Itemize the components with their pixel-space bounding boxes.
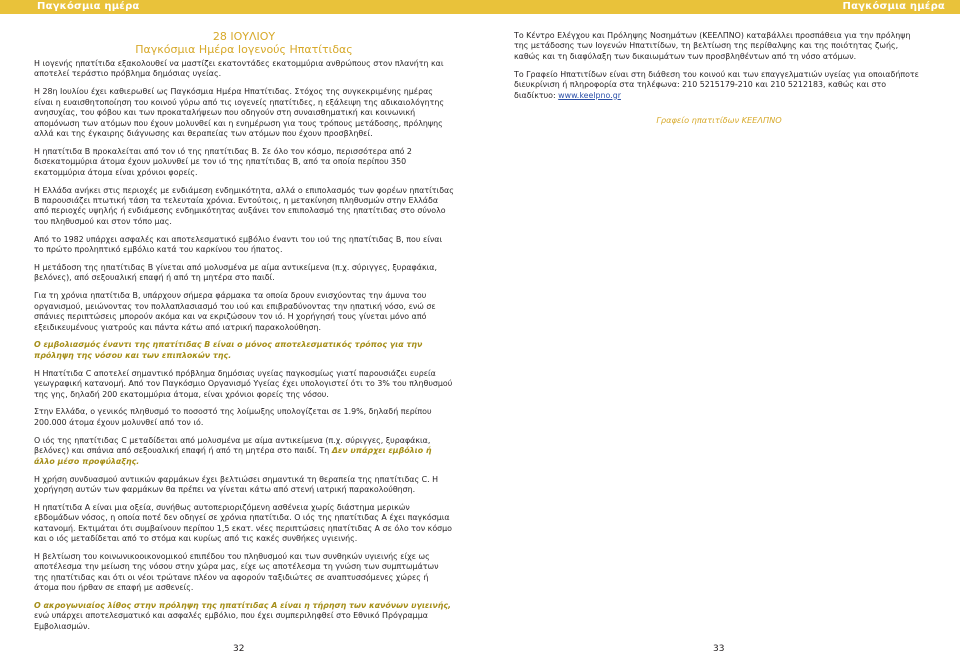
paragraph: Η ηπατίτιδα Α είναι μια οξεία, συνήθως αυτοπεριοριζόμενη ασθένεια χωρίς διάστημα μερικών εβδομάδων νόσος, η οποία ποτέ δεν οδηγεί σε χρόνια ηπατίτιδα. Ο ιός της ηπατίτιδας Α έχει παγκόσμια κατανομή. Εκτιμάται ότι συμβαίνουν περίπου 1,5 εκατ. νέες περιπτώσεις ηπατίτιδας Α σε όλο τον κόσμο και ο ιός μεταδίδεται από το στόμα και κυρίως από τις κακές συνθήκες υγιεινής.: [34, 502, 452, 544]
header-label-left: Παγκόσμια ημέρα: [37, 1, 140, 12]
transmission-c-text: Ο ιός της ηπατίτιδας C μεταδίδεται από μολυσμένα με αίμα αντικείμενα (π.χ. σύριγγες, ξυραφάκια, βελόνες) και σπάνια από σεξουαλική επαφή ή από τη μητέρα στο παιδί. Τη: [34, 435, 431, 456]
left-page: [0, 14, 480, 660]
prevention-a-text: ενώ υπάρχει αποτελεσματικό και ασφαλές εμβόλιο, που έχει συμπεριληφθεί στο Εθνικό Πρόγραμμα Εμβολιασμών.: [34, 611, 428, 631]
emphasis-hygiene: Ο ακρογωνιαίος λίθος στην πρόληψη της ηπατίτιδας Α είναι η τήρηση των κανόνων υγιεινής,: [34, 601, 452, 611]
paragraph: Η χρήση συνδυασμού αντιικών φαρμάκων έχει βελτιώσει σημαντικά τη θεραπεία της ηπατίτιδας C. Η χορήγηση αυτών των φαρμάκων θα πρέπει να γίνεται κάτω από στενή ιατρική παρακολούθηση.: [34, 474, 439, 494]
page-number-left: 32: [233, 644, 245, 654]
website-link[interactable]: www.keelpno.gr: [558, 90, 621, 100]
paragraph-prevention-a: [34, 601, 454, 632]
paragraph: Στην Ελλάδα, ο γενικός πληθυσμό το ποσοστό της λοίμωξης υπολογίζεται σε 1.9%, δηλαδή περίπου 200.000 άτομα έχουν μολυνθεί από τον ιό.: [34, 407, 432, 427]
left-column: [34, 31, 454, 640]
paragraph: Η μετάδοση της ηπατίτιδας Β γίνεται από μολυσμένα με αίμα αντικείμενα (π.χ. σύριγγες, ξυραφάκια, βελόνες), από σεξουαλική επαφή ή από τη μητέρα στο παιδί.: [34, 263, 437, 283]
right-column: [514, 31, 924, 125]
title-name: Παγκόσμια Ημέρα Ιογενούς Ηπατίτιδας: [135, 42, 353, 56]
header-label-right: Παγκόσμια ημέρα: [842, 1, 945, 12]
title-date: 28 ΙΟΥΛΙΟΥ: [212, 30, 276, 43]
contact-text: Το Γραφείο Ηπατιτίδων είναι στη διάθεση του κοινού και των επαγγελματιών υγείας για οποιαδήποτε διευκρίνιση ή πληροφορία στα τηλέφωνα: 210 5215179-210 και 210 5212183, καθώς και στο διαδίκτυο:: [514, 69, 919, 100]
paragraph-contact: [514, 70, 924, 101]
page-title: [34, 31, 454, 56]
page-number-right: 33: [713, 644, 725, 654]
caption: Γραφείο ηπατιτίδων ΚΕΕΛΠΝΟ: [656, 114, 782, 125]
right-page: [480, 14, 960, 660]
paragraph: Η Ελλάδα ανήκει στις περιοχές με ενδιάμεση ενδημικότητα, αλλά ο επιπολασμός των φορέων ηπατίτιδας Β παρουσιάζει πτωτική τάση τα τελευταία χρόνια. Εντούτοις, η μετακίνηση πληθυσμών στην Ελλάδα από περιοχές υψηλής ή ενδιάμεσης ενδημικότητας αυξάνει τον επιπολασμό της ηπατίτιδας στο σύνολο του πληθυσμού και στον τόπο μας.: [34, 185, 454, 226]
paragraph-transmission-c: [34, 436, 454, 467]
emphasis-hepatitis-b: Ο εμβολιασμός έναντι της ηπατίτιδας Β είναι ο μόνος αποτελεσματικός τρόπος για την πρόληψη της νόσου και των επιπλοκών της.: [34, 340, 423, 360]
paragraph: Για τη χρόνια ηπατίτιδα Β, υπάρχουν σήμερα φάρμακα τα οποία δρουν ενισχύοντας την άμυνα του οργανισμού, μειώνοντας τον πολλαπλασιασμό του ιού και επιβραδύνοντας την ηπατική νόσο, ενώ σε σπάνιες περιπτώσεις μπορούν ακόμα και να εκριζώσουν τον ιό. Η χορήγησή τους γίνεται μόνο από εξειδικευμένους γιατρούς και πάντα κάτω από ιατρική παρακολούθηση.: [34, 291, 436, 332]
header-band: [0, 0, 960, 14]
paragraph: Η Ηπατίτιδα C αποτελεί σημαντικό πρόβλημα δημόσιας υγείας παγκοσμίως γιατί παρουσιάζει ευρεία γεωγραφική κατανομή. Από τον Παγκόσμιο Οργανισμό Υγείας έχει υπολογιστεί ότι το 3% του πληθυσμού της γης, δηλαδή 200 εκατομμύρια άτομα, είναι χρόνιοι φορείς της νόσου.: [34, 368, 453, 399]
paragraph: Η ηπατίτιδα Β προκαλείται από τον ιό της ηπατίτιδας Β. Σε όλο τον κόσμο, περισσότερα από 2 δισεκατομμύρια άτομα έχουν μολυνθεί με τον ιό της ηπατίτιδας Β, από τα οποία περίπου 350 εκατομμύρια άτομα είναι χρόνιοι φορείς.: [34, 146, 412, 177]
paragraph: Το Κέντρο Ελέγχου και Πρόληψης Νοσημάτων (ΚΕΕΛΠΝΟ) καταβάλλει προσπάθεια για την πρόληψη της μετάδοσης των Ιογενών Ηπατιτίδων, τη βελτίωση της περίθαλψης και της ποιότητας ζωής, καθώς και τη διαφύλαξη των δικαιωμάτων των προσβληθέντων από τη νόσο ατόμων.: [514, 31, 911, 61]
paragraph: Από το 1982 υπάρχει ασφαλές και αποτελεσματικό εμβόλιο έναντι του ιού της ηπατίτιδας Β, που είναι το πρώτο προληπτικό εμβόλιο κατά του καρκίνου του ήπατος.: [34, 234, 443, 255]
paragraph: Η ιογενής ηπατίτιδα εξακολουθεί να μαστίζει εκατοντάδες εκατομμύρια ανθρώπους στον πλανήτη και αποτελεί τεράστιο πρόβλημα δημόσιας υγείας.: [34, 59, 444, 79]
paragraph: Η 28η Ιουλίου έχει καθιερωθεί ως Παγκόσμια Ημέρα Ηπατίτιδας. Στόχος της συγκεκριμένης ημέρας είναι η ευαισθητοποίηση του κοινού γύρω από τις ιογενείς ηπατίτιδες, η εξάλειψη της αδικαιολόγητης ανησυχίας, του φόβου και των προκαταλήψεων που οδηγούν στη συναισθηματική και κοινωνική απομόνωση των ατόμων που έχουν μολυνθεί και η ενημέρωση για τους τρόπους μετάδοσης, πρόληψης αλλά και της έγκαιρης διάγνωσης και θεραπείας των ατόμων που έχουν προσβληθεί.: [34, 87, 445, 138]
paragraph: Η βελτίωση του κοινωνικοοικονομικού επιπέδου του πληθυσμού και των συνθηκών υγιεινής είχε ως αποτέλεσμα την μείωση της νόσου στην χώρα μας, είχε ως αποτέλεσμα τη γνώση των συμπτωμάτων της ηπατίτιδας και ότι οι νέοι τρώτανε πλέον να αφορούν ταξιδιώτες σε αναπτυσσόμενες χώρες ή άτομα που ήρθαν σε επαφή με ασθενείς.: [34, 551, 439, 593]
emphasis-no-vaccine: Δεν υπάρχει εμβόλιο ή άλλο μέσο προφύλαξης.: [34, 446, 432, 466]
